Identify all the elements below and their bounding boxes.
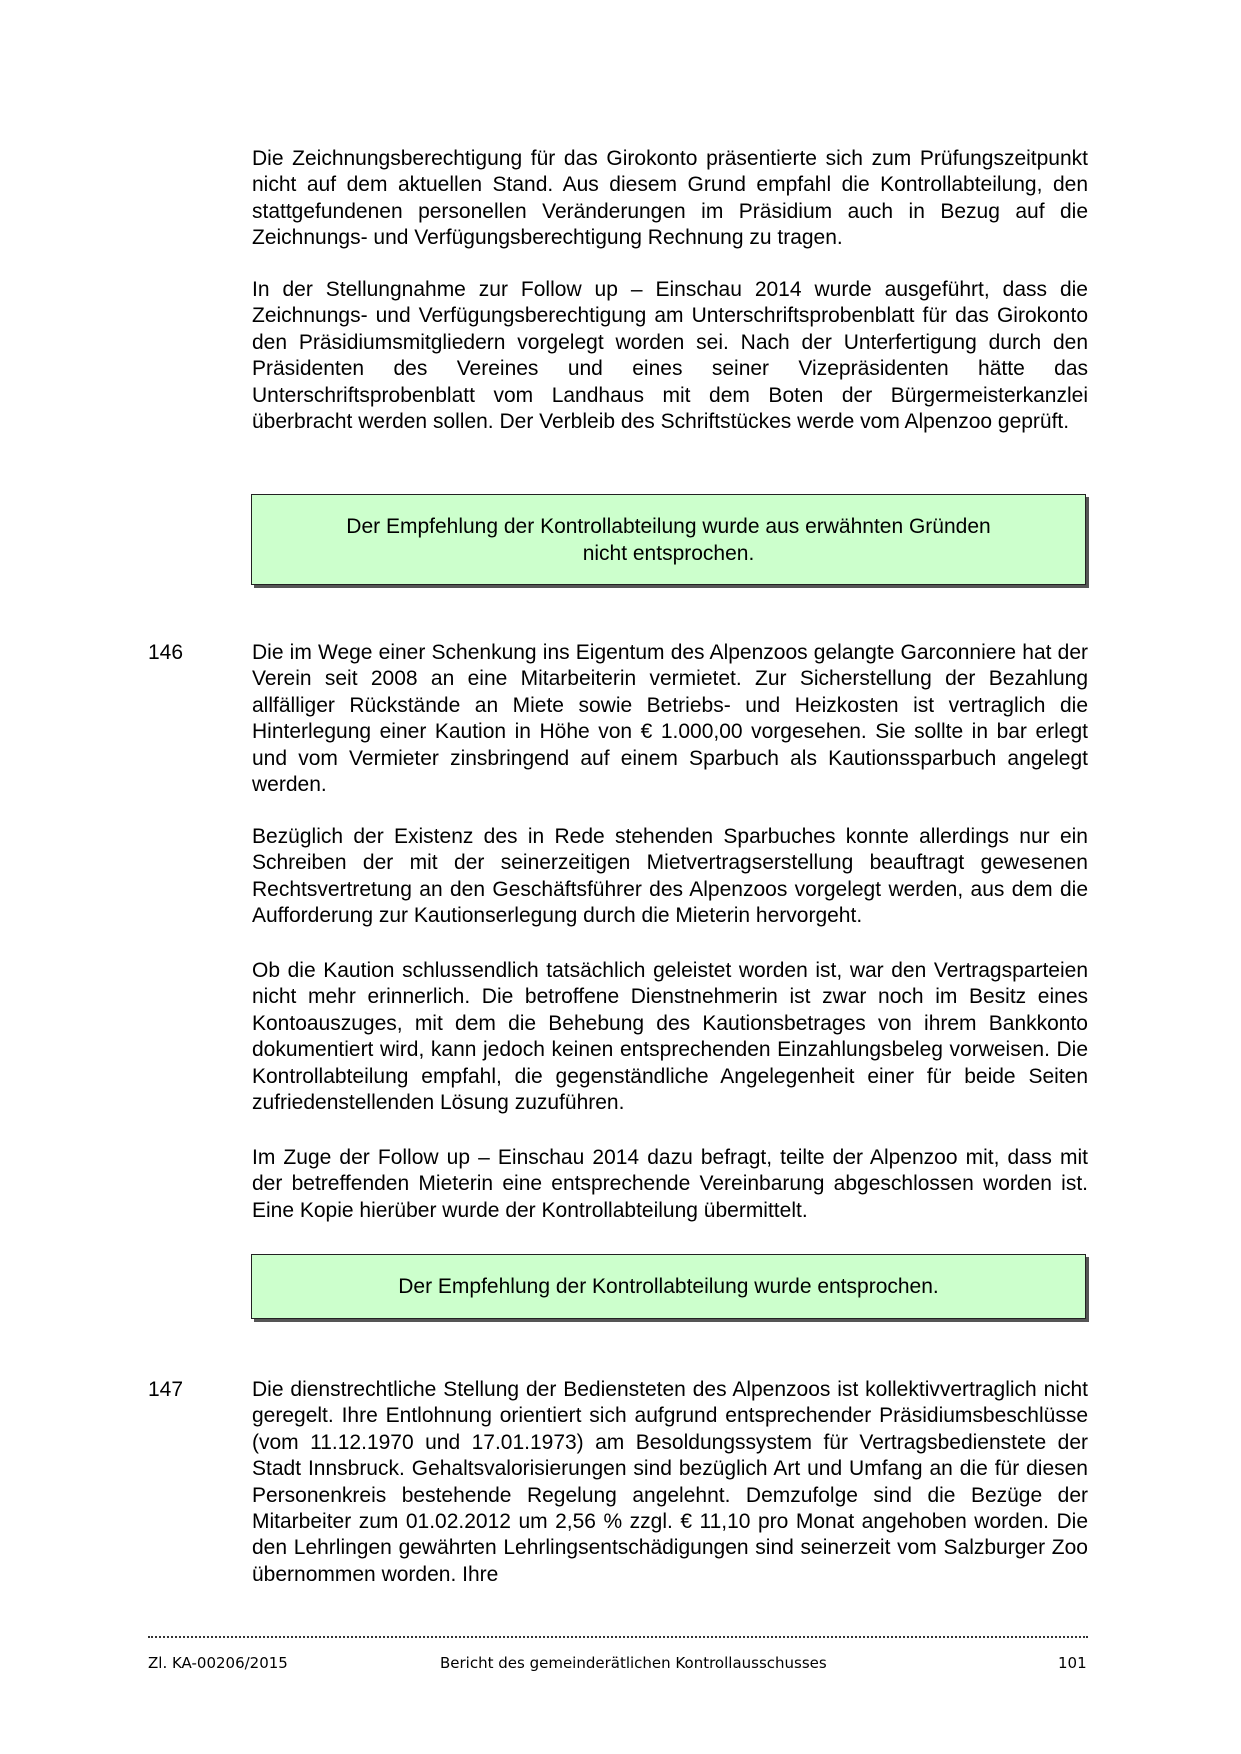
paragraph-146-follow-up: Im Zuge der Follow up – Einschau 2014 dazu befragt, teilte der Alpenzoo mit, dass mit der betreffenden Mieterin eine entsprechende Vereinbarung abgeschlossen worden ist. Eine Kopie hierüber wurde der Kontrollabteilung übermittelt. (252, 1146, 1088, 1222)
footer-divider (148, 1636, 1088, 1638)
paragraph-146-kaution: Ob die Kaution schlussendlich tatsächlich geleistet worden ist, war den Vertragsparteien nicht mehr erinnerlich. Die betroffene Dienstnehmerin ist zwar noch im Besitz eines Kontoauszuges, mit dem die Behebung des Kautionsbetrages von ihrem Bankkonto dokumentiert wird, kann jedoch keinen entsprechenden Einzahlungsbeleg vorweisen. Die Kontrollabteilung empfahl, die gegenständliche Angelegenheit einer für beide Seiten zufriedenstellenden Lösung zuzuführen. (252, 959, 1088, 1115)
result-box-1-text (299, 513, 1039, 567)
result-box-2-text: Der Empfehlung der Kontrollabteilung wurde entsprochen. (398, 1275, 939, 1298)
footer-report-title: Bericht des gemeinderätlichen Kontrollausschusses (440, 1654, 827, 1672)
recommendation-result-box-2 (251, 1254, 1086, 1319)
section-number-146: 146 (148, 641, 184, 664)
result-box-1-line-1: Der Empfehlung der Kontrollabteilung wurde aus erwähnten Gründen (346, 514, 991, 538)
footer-page-number: 101 (1058, 1654, 1087, 1672)
recommendation-result-box-1 (251, 494, 1086, 585)
footer-reference: Zl. KA-00206/2015 (148, 1654, 288, 1672)
result-box-1-line-2: nicht entsprochen. (582, 541, 755, 565)
paragraph-146-sparbuch: Bezüglich der Existenz des in Rede stehenden Sparbuches konnte allerdings nur ein Schreiben der mit der seinerzeitigen Mietvertragserstellung beauftragt gewesenen Rechtsvertretung an den Geschäftsführer des Alpenzoos vorgelegt werden, aus dem die Aufforderung zur Kautionserlegung durch die Mieterin hervorgeht. (252, 825, 1088, 928)
paragraph-146-garconniere: Die im Wege einer Schenkung ins Eigentum des Alpenzoos gelangte Garconniere hat der Verein seit 2008 an eine Mitarbeiterin vermietet. Zur Sicherstellung der Bezahlung allfälliger Rückstände an Miete sowie Betriebs- und Heizkosten ist vertraglich die Hinterlegung einer Kaution in Höhe von € 1.000,00 vorgesehen. Sie sollte in bar erlegt und vom Vermieter zinsbringend auf einem Sparbuch als Kautionssparbuch angelegt werden. (252, 641, 1088, 797)
paragraph-147-dienstrecht: Die dienstrechtliche Stellung der Bediensteten des Alpenzoos ist kollektivvertraglich nicht geregelt. Ihre Entlohnung orientiert sich aufgrund entsprechender Präsidiumsbeschlüsse (vom 11.12.1970 und 17.01.1973) am Besoldungssystem für Vertragsbedienstete der Stadt Innsbruck. Gehaltsvalorisierungen sind bezüglich Art und Umfang an die für diesen Personenkreis bestehende Regelung angelehnt. Demzufolge sind die Bezüge der Mitarbeiter zum 01.02.2012 um 2,56 % zzgl. € 11,10 pro Monat angehoben worden. Die den Lehrlingen gewährten Lehrlingsentschädigungen sind seinerzeit vom Salzburger Zoo übernommen worden. Ihre (252, 1378, 1088, 1586)
paragraph-zeichnungsberechtigung: Die Zeichnungsberechtigung für das Girokonto präsentierte sich zum Prüfungszeitpunkt nicht auf dem aktuellen Stand. Aus diesem Grund empfahl die Kontrollabteilung, den stattgefundenen personellen Veränderungen im Präsidium auch in Bezug auf die Zeichnungs- und Verfügungsberechtigung Rechnung zu tragen. (252, 147, 1088, 250)
paragraph-stellungnahme-2014: In der Stellungnahme zur Follow up – Einschau 2014 wurde ausgeführt, dass die Zeichnungs- und Verfügungsberechtigung am Unterschriftsprobenblatt für das Girokonto den Präsidiumsmitgliedern vorgelegt worden sei. Nach der Unterfertigung durch den Präsidenten des Vereines und eines seiner Vizepräsidenten hätte das Unterschriftsprobenblatt vom Landhaus mit dem Boten der Bürgermeisterkanzlei überbracht werden sollen. Der Verbleib des Schriftstückes werde vom Alpenzoo geprüft. (252, 278, 1088, 434)
section-number-147: 147 (148, 1378, 184, 1401)
